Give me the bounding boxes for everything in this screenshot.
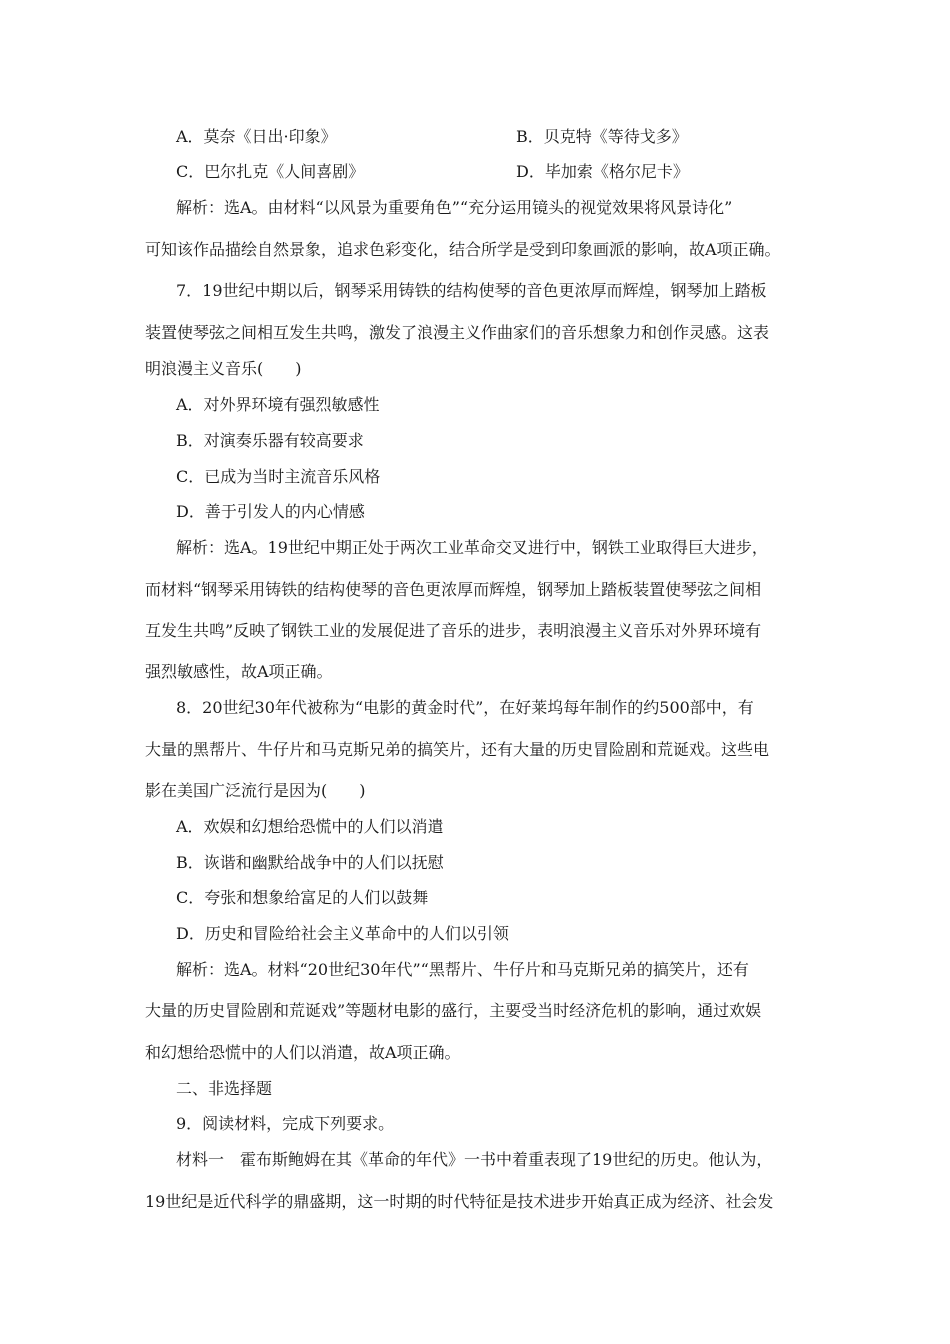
q8-stem-line-2: 大量的黑帮片、牛仔片和马克斯兄弟的搞笑片，还有大量的历史冒险剧和荒诞戏。这些电 [145,740,770,759]
q8-option-d: D．历史和冒险给社会主义革命中的人们以引领 [176,924,509,943]
q7-option-c: C．已成为当时主流音乐风格 [176,467,381,486]
q8-analysis-line-2: 大量的历史冒险剧和荒诞戏”等题材电影的盛行，主要受当时经济危机的影响，通过欢娱 [145,1001,762,1020]
q9-material1-line-2: 19世纪是近代科学的鼎盛期，这一时期的时代特征是技术进步开始真正成为经济、社会发 [145,1192,774,1211]
q7-option-d: D．善于引发人的内心情感 [176,502,365,521]
q7-option-a: A．对外界环境有强烈敏感性 [176,395,380,414]
q6-analysis-line-1: 解析：选A。由材料“以风景为重要角色”“充分运用镜头的视觉效果将风景诗化” [176,198,733,217]
q7-analysis-line-2: 而材料“钢琴采用铸铁的结构使琴的音色更浓厚而辉煌，钢琴加上踏板装置使琴弦之间相 [145,580,762,599]
q6-option-c: C．巴尔扎克《人间喜剧》 [176,162,365,181]
q7-analysis-line-4: 强烈敏感性，故A项正确。 [145,662,333,681]
q8-option-c: C．夸张和想象给富足的人们以鼓舞 [176,888,429,907]
q7-stem-line-3: 明浪漫主义音乐( ) [145,359,302,378]
q7-analysis-line-1: 解析：选A。19世纪中期正处于两次工业革命交叉进行中，钢铁工业取得巨大进步， [176,538,768,557]
q8-stem-line-3: 影在美国广泛流行是因为( ) [145,781,366,800]
q6-option-b: B．贝克特《等待戈多》 [516,127,688,146]
q7-stem-line-2: 装置使琴弦之间相互发生共鸣，激发了浪漫主义作曲家们的音乐想象力和创作灵感。这表 [145,323,770,342]
q8-option-a: A．欢娱和幻想给恐慌中的人们以消遣 [176,817,444,836]
q7-analysis-line-3: 互发生共鸣”反映了钢铁工业的发展促进了音乐的进步，表明浪漫主义音乐对外界环境有 [145,621,762,640]
q8-stem-line-1: 8．20世纪30年代被称为“电影的黄金时代”，在好莱坞每年制作的约500部中，有 [176,698,754,717]
section-heading-non-choice: 二、非选择题 [176,1079,273,1098]
q9-stem: 9．阅读材料，完成下列要求。 [176,1114,395,1133]
q6-option-a: A．莫奈《日出·印象》 [176,127,337,146]
q7-option-b: B．对演奏乐器有较高要求 [176,431,364,450]
q9-material1-line-1: 材料一 霍布斯鲍姆在其《革命的年代》一书中着重表现了19世纪的历史。他认为， [176,1150,773,1169]
q7-stem-line-1: 7．19世纪中期以后，钢琴采用铸铁的结构使琴的音色更浓厚而辉煌，钢琴加上踏板 [176,281,767,300]
q8-option-b: B．诙谐和幽默给战争中的人们以抚慰 [176,853,444,872]
q6-analysis-line-2: 可知该作品描绘自然景象，追求色彩变化，结合所学是受到印象画派的影响，故A项正确。 [145,240,781,259]
q8-analysis-line-1: 解析：选A。材料“20世纪30年代”“黑帮片、牛仔片和马克斯兄弟的搞笑片，还有 [176,960,749,979]
q8-analysis-line-3: 和幻想给恐慌中的人们以消遣，故A项正确。 [145,1043,461,1062]
q6-option-d: D．毕加索《格尔尼卡》 [516,162,689,181]
